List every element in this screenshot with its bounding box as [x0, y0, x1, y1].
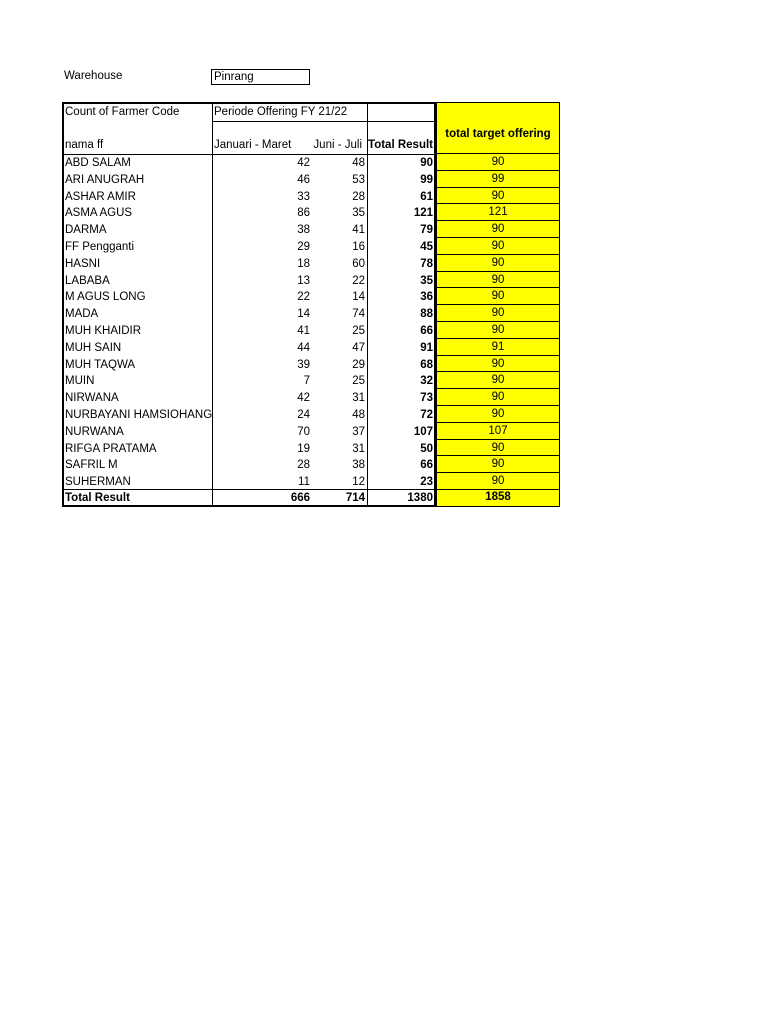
jan-mar-count: 19: [297, 442, 310, 455]
jun-jul-count: 25: [352, 325, 365, 337]
target-value: 90: [437, 356, 559, 373]
jan-mar-count: 18: [297, 257, 310, 270]
target-value: 90: [437, 188, 559, 205]
target-value: 90: [437, 305, 559, 322]
pivot-corner-label: Count of Farmer Code: [65, 106, 180, 118]
row-header: nama ff: [65, 139, 104, 151]
target-value: 90: [437, 473, 559, 490]
target-value: 90: [437, 406, 559, 423]
jun-jul-count: 25: [352, 375, 365, 388]
row-total: 91: [420, 341, 433, 354]
jun-jul-count: 31: [352, 442, 365, 455]
jan-mar-count: 46: [297, 173, 310, 186]
target-value: 90: [437, 456, 559, 473]
farmer-name: NURWANA: [65, 425, 124, 438]
farmer-name: MUH SAIN: [65, 341, 122, 354]
total-jan-mar: 666: [290, 492, 310, 504]
row-total: 66: [420, 325, 433, 337]
row-total: 72: [420, 409, 433, 421]
jun-jul-count: 53: [352, 173, 365, 186]
farmer-name: LABABA: [65, 274, 110, 287]
target-value: 121: [437, 204, 559, 221]
jun-jul-count: 60: [352, 257, 365, 270]
row-total: 99: [420, 173, 433, 186]
jan-mar-count: 38: [297, 224, 310, 237]
total-jun-jul: 714: [345, 492, 365, 504]
jan-mar-count: 42: [297, 392, 310, 405]
farmer-name: SUHERMAN: [65, 476, 131, 489]
jan-mar-count: 44: [297, 341, 310, 354]
target-header: total target offering: [437, 103, 559, 154]
jan-mar-count: 41: [297, 325, 310, 337]
target-total: 1858: [485, 491, 511, 503]
jan-mar-count: 24: [297, 409, 310, 421]
jun-jul-count: 74: [352, 308, 365, 321]
jan-mar-count: 42: [297, 157, 310, 169]
jun-jul-count: 48: [352, 409, 365, 421]
jan-mar-count: 13: [297, 274, 310, 287]
jan-mar-count: 86: [297, 207, 310, 220]
target-value: 90: [437, 255, 559, 272]
farmer-name: ABD SALAM: [65, 157, 131, 169]
target-value: 90: [437, 322, 559, 339]
farmer-name: DARMA: [65, 224, 107, 237]
jun-jul-count: 16: [352, 241, 365, 253]
row-total: 32: [420, 375, 433, 388]
row-total: 121: [413, 207, 433, 220]
target-value: 90: [437, 154, 559, 171]
target-value: 90: [437, 272, 559, 289]
jan-mar-count: 7: [303, 375, 310, 388]
total-row-label: Total Result: [65, 492, 130, 504]
target-value: 90: [437, 372, 559, 389]
row-total: 45: [420, 241, 433, 253]
farmer-name: NURBAYANI HAMSIOHANG: [65, 409, 213, 421]
header-divider: [212, 121, 434, 122]
grand-total: 1380: [407, 492, 433, 504]
farmer-name: MUIN: [65, 375, 95, 388]
jun-jul-count: 41: [352, 224, 365, 237]
col-header-jan-mar: Januari - Maret: [214, 139, 292, 151]
farmer-name: NIRWANA: [65, 392, 119, 405]
row-total: 68: [420, 358, 433, 371]
jan-mar-count: 14: [297, 308, 310, 321]
jan-mar-count: 29: [297, 241, 310, 253]
row-total: 73: [420, 392, 433, 405]
farmer-name: RIFGA PRATAMA: [65, 442, 157, 455]
col-header-total: Total Result: [368, 139, 433, 151]
jan-mar-count: 39: [297, 358, 310, 371]
row-total: 36: [420, 291, 433, 304]
row-total: 88: [420, 308, 433, 321]
jun-jul-count: 47: [352, 341, 365, 354]
jun-jul-count: 14: [352, 291, 365, 304]
row-total: 23: [420, 476, 433, 489]
jun-jul-count: 48: [352, 157, 365, 169]
jan-mar-count: 28: [297, 459, 310, 472]
farmer-name: ASHAR AMIR: [65, 190, 136, 203]
target-value: 90: [437, 238, 559, 255]
target-value: 90: [437, 440, 559, 457]
jan-mar-count: 70: [297, 425, 310, 438]
row-total: 79: [420, 224, 433, 237]
jun-jul-count: 31: [352, 392, 365, 405]
warehouse-label: Warehouse: [64, 70, 123, 82]
farmer-name: ARI ANUGRAH: [65, 173, 145, 186]
target-column: [436, 102, 560, 507]
row-total: 61: [420, 190, 433, 203]
jun-jul-count: 12: [352, 476, 365, 489]
farmer-name: ASMA AGUS: [65, 207, 133, 220]
target-value: 90: [437, 389, 559, 406]
pivot-table: [62, 102, 436, 507]
farmer-name: M AGUS LONG: [65, 291, 146, 304]
jun-jul-count: 35: [352, 207, 365, 220]
jun-jul-count: 38: [352, 459, 365, 472]
farmer-name: MADA: [65, 308, 99, 321]
farmer-name: FF Pengganti: [65, 241, 135, 253]
row-total: 90: [420, 157, 433, 169]
jan-mar-count: 33: [297, 190, 310, 203]
jan-mar-count: 11: [298, 476, 310, 489]
jun-jul-count: 28: [352, 190, 365, 203]
farmer-name: HASNI: [65, 257, 101, 270]
jun-jul-count: 37: [352, 425, 365, 438]
row-total: 78: [420, 257, 433, 270]
row-total: 66: [420, 459, 433, 472]
farmer-name: SAFRIL M: [65, 459, 118, 472]
target-value: 90: [437, 288, 559, 305]
farmer-name: MUH TAQWA: [65, 358, 136, 371]
target-value: 90: [437, 221, 559, 238]
row-total: 107: [413, 425, 433, 438]
jun-jul-count: 29: [352, 358, 365, 371]
period-label: Periode Offering FY 21/22: [214, 106, 348, 118]
farmer-name: MUH KHAIDIR: [65, 325, 142, 337]
target-value: 107: [437, 423, 559, 440]
jan-mar-count: 22: [297, 291, 310, 304]
target-value: 91: [437, 339, 559, 356]
jun-jul-count: 22: [352, 274, 365, 287]
target-value: 99: [437, 171, 559, 188]
row-total: 35: [420, 274, 433, 287]
col-header-jun-jul: Juni - Juli: [313, 139, 362, 151]
row-total: 50: [420, 442, 433, 455]
warehouse-filter-value[interactable]: Pinrang: [211, 69, 310, 85]
